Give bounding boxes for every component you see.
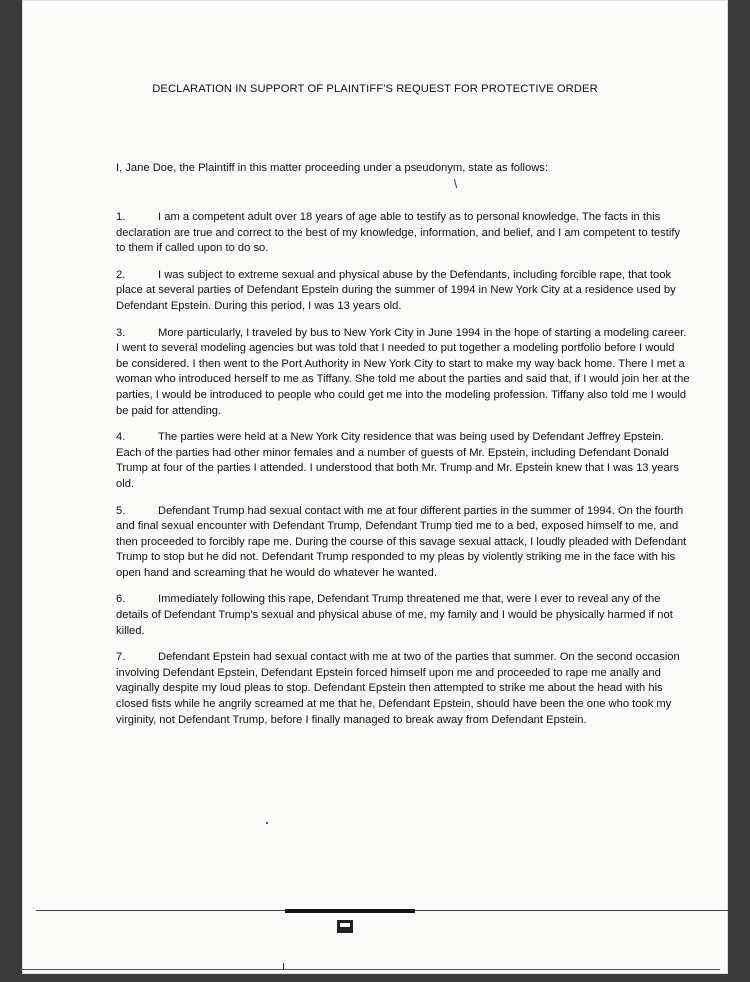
paragraph-number: 2.: [116, 268, 126, 281]
paragraph-text: More particularly, I traveled by bus to New York City in June 1994 in the hope of starting a modeling career. I went to several modeling agencies but was told that I needed to put together a modeling portfolio before I would be considered. I then went to the Port Authority in New York City to start to make my way back home. There I met a woman who introduced herself to me as Tiffany. She told me about the parties and said that, if I would join her at the parties, I would be introduced to people who could get me into the modeling profession. Tiffany also told me I would be paid for attending.: [116, 326, 690, 417]
paragraph-text: I am a competent adult over 18 years of age able to testify as to personal knowledge. The facts in this declaration are true and correct to the best of my knowledge, information, and belief, and I am competent to testify to them if called upon to do so.: [116, 211, 681, 255]
paragraph: [116, 650, 690, 728]
document-title: DECLARATION IN SUPPORT OF PLAINTIFF'S REQUEST FOR PROTECTIVE ORDER: [152, 83, 598, 95]
paragraph-number: 4.: [116, 431, 126, 444]
scan-speck: [266, 822, 268, 824]
intro-statement: I, Jane Doe, the Plaintiff in this matter proceeding under a pseudonym, state as follows:: [116, 162, 548, 174]
paragraph-number: 3.: [116, 326, 126, 339]
footer-rule-bottom: [20, 969, 720, 970]
paragraph: [116, 592, 690, 639]
paragraph-number: 7.: [116, 651, 126, 664]
scan-mark: [454, 179, 457, 188]
paragraph-text: The parties were held at a New York City residence that was being used by Defendant Jeffrey Epstein. Each of the parties had other minor females and a number of guests of Mr. Epstein, including Defendant Donald Trump at four of the parties I attended. I understood that both Mr. Trump and Mr. Epstein knew that I was 13 years old.: [116, 431, 679, 490]
paragraph: [116, 210, 690, 257]
footer-mark-icon: [337, 920, 353, 933]
paragraph-text: Defendant Epstein had sexual contact with me at two of the parties that summer. On the second occasion involving Defendant Epstein, Defendant Epstein forced himself upon me and proceeded to rape me anally and vaginally despite my loud pleas to stop. Defendant Epstein then attempted to strike me about the head with his closed fists while he angrily screamed at me that he, Defendant Epstein, should have been the one who took my virginity, not Defendant Trump, before I finally managed to break away from Defendant Epstein.: [116, 651, 680, 726]
paragraph-text: I was subject to extreme sexual and physical abuse by the Defendants, including forcible rape, that took place at several parties of Defendant Epstein during the summer of 1994 in New York City at a residence used by Defendant Epstein. During this period, I was 13 years old.: [116, 268, 676, 312]
footer-bar: [285, 909, 415, 913]
paragraph-number: 1.: [116, 211, 126, 223]
paragraph: [116, 504, 690, 582]
paragraph-number: 6.: [116, 593, 126, 606]
document-page: [22, 0, 728, 974]
paragraph: [116, 268, 690, 315]
paragraph-text: Immediately following this rape, Defendant Trump threatened me that, were I ever to reveal any of the details of Defendant Trump's sexual and physical abuse of me, my family and I would be physically harmed if not killed.: [116, 593, 673, 637]
paragraph: [116, 430, 690, 492]
declaration-body: [116, 210, 690, 739]
paragraph-number: 5.: [116, 504, 126, 517]
paragraph-text: Defendant Trump had sexual contact with me at four different parties in the summer of 1994. On the fourth and final sexual encounter with Defendant Trump, Defendant Trump tied me to a bed, exposed himself to me, and then proceeded to forcibly rape me. During the course of this savage sexual attack, I loudly pleaded with Defendant Trump to stop but he did not. Defendant Trump responded to my pleas by violently striking me in the face with his open hand and screaming that he would do whatever he wanted.: [116, 504, 687, 579]
footer-tick: [283, 963, 284, 970]
paragraph: [116, 326, 690, 420]
